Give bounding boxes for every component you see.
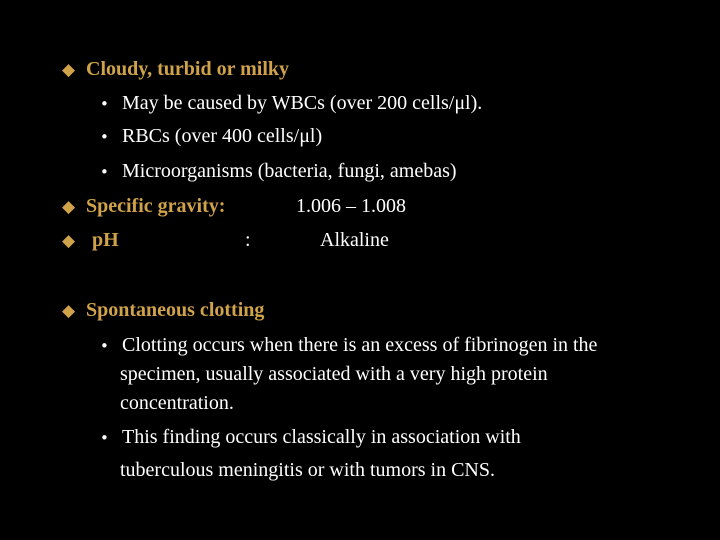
- specific-gravity-value: 1.006 – 1.008: [296, 195, 406, 217]
- list-item: [100, 333, 597, 358]
- diamond-bullet-icon: ◆: [62, 197, 76, 217]
- specific-gravity-label: Specific gravity:: [86, 195, 226, 217]
- list-item-text: Clotting occurs when there is an excess of fibrinogen in the: [122, 334, 598, 356]
- diamond-bullet-icon: ◆: [62, 60, 76, 80]
- ph-row: [62, 228, 119, 253]
- list-item-text: RBCs (over 400 cells/μl): [122, 125, 323, 147]
- dot-bullet-icon: •: [100, 429, 109, 447]
- list-item-text: May be caused by WBCs (over 200 cells/μl).: [122, 92, 483, 114]
- dot-bullet-icon: •: [100, 337, 109, 355]
- heading-clotting: [62, 298, 264, 323]
- list-item-text: tuberculous meningitis or with tumors in CNS.: [120, 459, 495, 481]
- list-item: [100, 91, 482, 116]
- ph-label: pH: [92, 229, 119, 251]
- specific-gravity-row: [62, 194, 225, 219]
- heading-cloudy: [62, 57, 289, 82]
- heading-clotting-text: Spontaneous clotting: [86, 299, 265, 321]
- list-item-text: This finding occurs classically in association with: [122, 426, 521, 448]
- diamond-bullet-icon: ◆: [62, 301, 76, 321]
- heading-cloudy-text: Cloudy, turbid or milky: [86, 58, 290, 80]
- list-item: [100, 425, 521, 450]
- list-item-text: concentration.: [120, 392, 234, 414]
- ph-colon: :: [245, 229, 251, 251]
- list-item-text: Microorganisms (bacteria, fungi, amebas): [122, 160, 457, 182]
- dot-bullet-icon: •: [100, 163, 109, 181]
- diamond-bullet-icon: ◆: [62, 231, 76, 251]
- list-item-text: specimen, usually associated with a very high protein: [120, 363, 548, 385]
- list-item: [100, 124, 322, 149]
- ph-value: Alkaline: [320, 229, 389, 251]
- dot-bullet-icon: •: [100, 128, 109, 146]
- dot-bullet-icon: •: [100, 95, 109, 113]
- list-item: [100, 159, 457, 184]
